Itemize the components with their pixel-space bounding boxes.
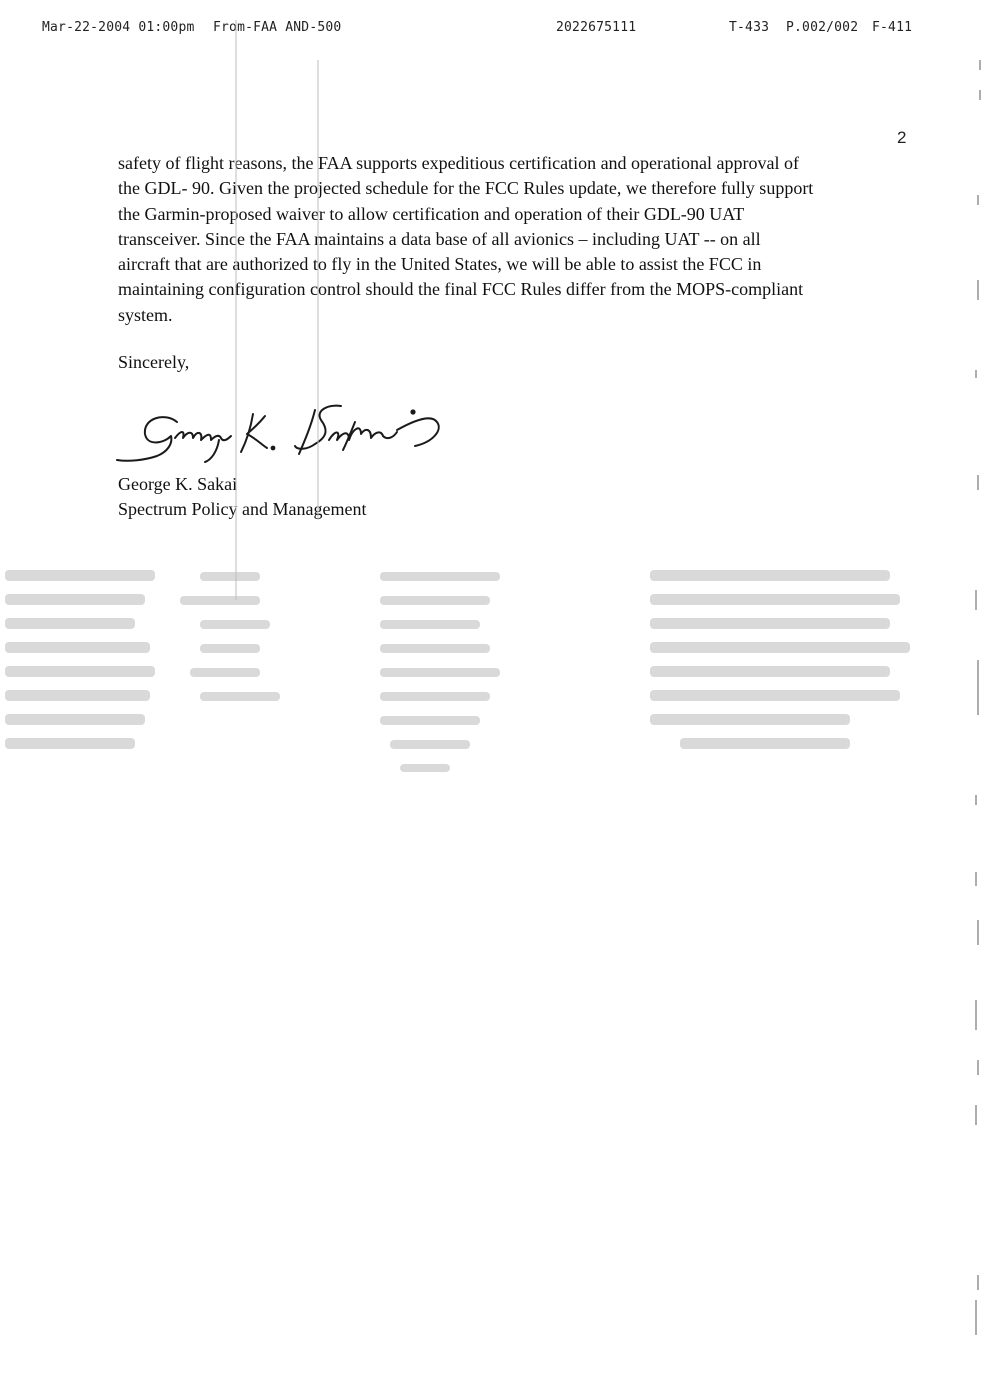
body-line: system. [118, 304, 173, 325]
body-line: the Garmin-proposed waiver to allow certification and operation of their GDL-90 UAT [118, 203, 745, 224]
body-line: maintaining configuration control should the final FCC Rules differ from the MOPS-compliant [118, 279, 804, 300]
fax-phone-number: 2022675111 [556, 20, 637, 35]
letter-body-paragraph [118, 151, 918, 328]
fax-sender: From-FAA AND-500 [213, 20, 342, 35]
fax-form-id: F-411 [872, 20, 913, 35]
body-line: transceiver. Since the FAA maintains a data base of all avionics – including UAT -- on all [118, 228, 761, 249]
fax-header [0, 20, 1000, 44]
letter-closing: Sincerely, [118, 352, 190, 372]
body-line: safety of flight reasons, the FAA supports expeditious certification and operational approval of [118, 153, 799, 173]
signer-name: George K. Sakai [118, 474, 238, 494]
body-line: aircraft that are authorized to fly in the United States, we will be able to assist the FCC in [118, 254, 762, 275]
fax-datetime: Mar-22-2004 01:00pm [42, 20, 195, 35]
fax-transmission-id: T-433 [729, 20, 770, 35]
signer-office: Spectrum Policy and Management [118, 499, 367, 519]
fax-page-count: P.002/002 [786, 20, 859, 35]
body-line: the GDL- 90. Given the projected schedule for the FCC Rules update, we therefore fully support [118, 178, 814, 199]
handwritten-signature [115, 400, 455, 470]
page-number: 2 [897, 128, 907, 147]
bleed-through-text [0, 560, 1000, 810]
